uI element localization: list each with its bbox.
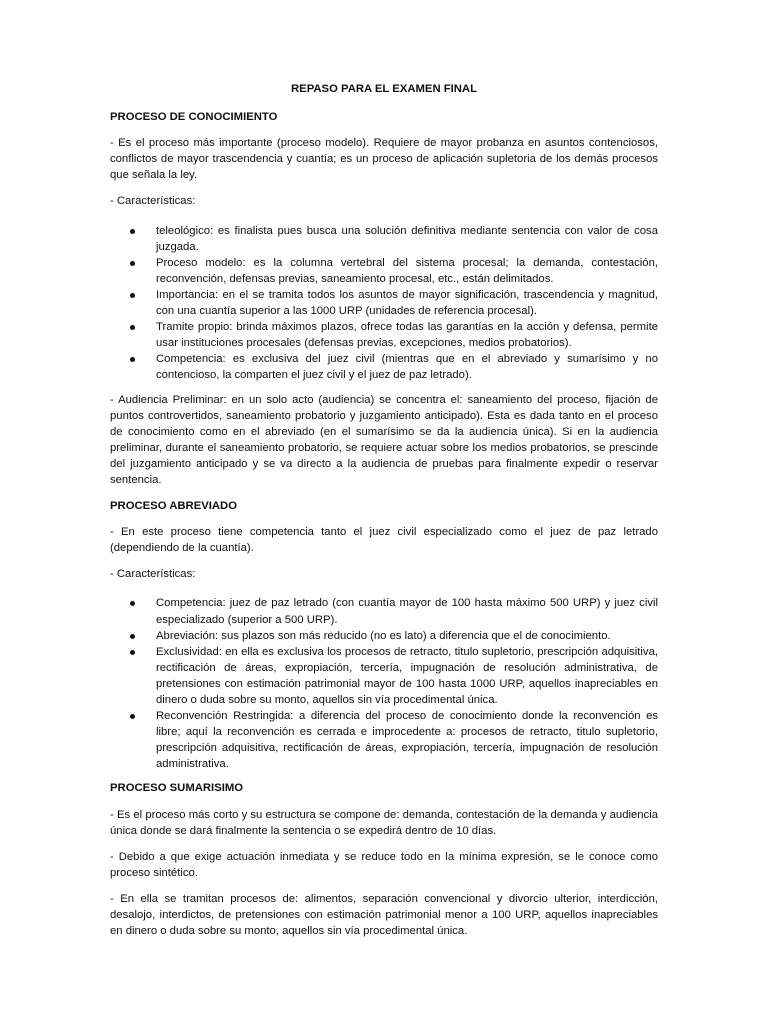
section-intro-conocimiento: - Es el proceso más importante (proceso modelo). Requiere de mayor probanza en asuntos contenciosos, conflictos de mayor trascendencia y cuantía; es un proceso de aplicación supletoria de los demás procesos que señala la ley. <box>110 137 658 182</box>
list-item-text: Importancia: en el se tramita todos los asuntos de mayor significación, trascendencia y magnitud, con una cuantía superior a las 1000 URP (unidades de referencia procesal). <box>156 288 658 318</box>
bullet-icon <box>130 229 135 234</box>
list-item-text: Exclusividad: en ella es exclusiva los procesos de retracto, titulo supletorio, prescripción adquisitiva, rectificación de áreas, expropiación, tercería, impugnación de resolución administrativa, de pretensiones con estimación patrimonial mayor de 100 hasta 1000 URP, aquellos inapreciables en dinero o duda sobre su monto, aquellos sin vía procedimental única. <box>156 645 658 706</box>
bullet-icon <box>130 293 135 298</box>
bullet-icon <box>130 261 135 266</box>
document-page <box>110 81 658 949</box>
characteristics-label-conocimiento: - Características: <box>110 195 196 208</box>
document-title: REPASO PARA EL EXAMEN FINAL <box>291 83 477 95</box>
list-item <box>110 708 658 772</box>
sumarisimo-paragraph: - Es el proceso más corto y su estructura se compone de: demanda, contestación de la demanda y audiencia única donde se dará finalmente la sentencia o se expedirá dentro de 10 días. <box>110 808 658 837</box>
list-item <box>110 223 658 255</box>
bullet-icon <box>130 634 135 639</box>
list-item <box>110 644 658 708</box>
section-intro-abreviado: - En este proceso tiene competencia tanto el juez civil especializado como el juez de paz letrado (dependiendo de la cuantía). <box>110 526 658 555</box>
section-heading-abreviado: PROCESO ABREVIADO <box>110 500 238 513</box>
list-item-text: Competencia: es exclusiva del juez civil (mientras que en el abreviado y sumarísimo y no contencioso, la comparten el juez civil y el juez de paz letrado). <box>156 353 658 382</box>
section-heading-sumarisimo: PROCESO SUMARISIMO <box>110 782 244 795</box>
sumarisimo-paragraph: - En ella se tramitan procesos de: alimentos, separación convencional y divorcio ulterior, interdicción, desalojo, interdictos, de pretensiones con estimación patrimonial menor a 100 URP, aquellos inapreciables en dinero o duda sobre su monto, aquellos sin vía procedimental única. <box>110 892 658 938</box>
characteristics-label-abreviado: - Características: <box>110 568 196 581</box>
audiencia-preliminar-paragraph: - Audiencia Preliminar: en un solo acto (audiencia) se concentra el: saneamiento del proceso, fijación de puntos controvertidos, saneamiento probatorio y juzgamiento anticipado). Esta es dada tanto en el proceso de conocimiento como en el abreviado (en el sumarísimo se da la audiencia única). Si en la audiencia preliminar, durante el saneamiento probatorio, se requiere actuar sobre los medios probatorios, se prescinde del juzgamiento anticipado y se va directo a la audiencia de pruebas para finalmente expedir o reservar sentencia. <box>110 393 658 486</box>
list-item <box>110 351 658 383</box>
list-item-text: Competencia: juez de paz letrado (con cuantía mayor de 100 hasta máximo 500 URP) y juez civil especializado (superior a 500 URP). <box>156 597 658 626</box>
section-heading-conocimiento: PROCESO DE CONOCIMIENTO <box>110 111 278 124</box>
characteristics-list-abreviado <box>110 595 658 772</box>
bullet-icon <box>130 714 135 719</box>
list-item-text: Tramite propio: brinda máximos plazos, ofrece todas las garantías en la acción y defensa, permite usar instituciones procesales (defensas previas, excepciones, medios probatorios). <box>156 321 658 350</box>
list-item <box>110 255 658 287</box>
bullet-icon <box>130 357 135 362</box>
bullet-icon <box>130 601 135 606</box>
list-item-text: teleológico: es finalista pues busca una solución definitiva mediante sentencia con valor de cosa juzgada. <box>156 224 658 253</box>
bullet-icon <box>130 650 135 655</box>
list-item-text: Abreviación: sus plazos son más reducido (no es lato) a diferencia que el de conocimiento. <box>156 629 611 642</box>
list-item <box>110 319 658 351</box>
list-item <box>110 287 658 319</box>
sumarisimo-paragraph: - Debido a que exige actuación inmediata y se reduce todo en la mínima expresión, se le conoce como proceso sintético. <box>110 850 658 879</box>
bullet-icon <box>130 325 135 330</box>
list-item <box>110 595 658 627</box>
list-item <box>110 628 658 644</box>
characteristics-list-conocimiento <box>110 223 658 384</box>
list-item-text: Proceso modelo: es la columna vertebral del sistema procesal; la demanda, contestación, reconvención, defensas previas, saneamiento procesal, etc., están delimitados. <box>156 256 658 285</box>
list-item-text: Reconvención Restringida: a diferencia del proceso de conocimiento donde la reconvención es libre; aquí la reconvención es cerrada e improcedente a: procesos de retracto, titulo supletorio, prescripción adquisitiva, rectificación de áreas, expropiación, tercería, impugnación de resolución administrativa. <box>156 710 658 771</box>
